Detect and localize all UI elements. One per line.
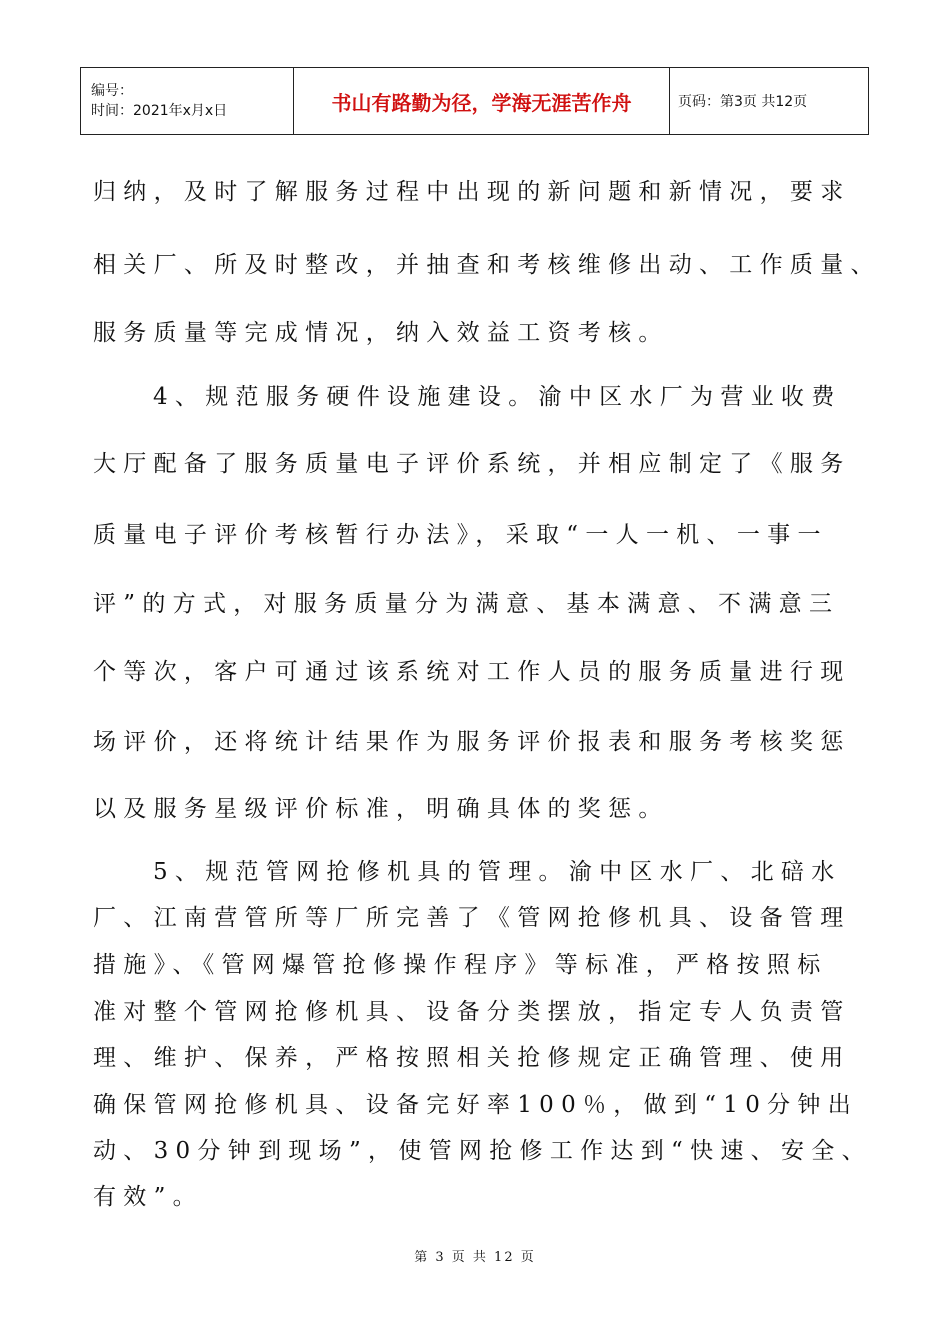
paragraph-4-heading: 4、规范服务硬件设施建设。渝中区水厂为营业收费 <box>153 384 842 410</box>
body-line: 归纳，及时了解服务过程中出现的新问题和新情况，要求 <box>93 179 851 205</box>
body-line: 场评价，还将统计结果作为服务评价报表和服务考核奖惩 <box>93 729 851 755</box>
body-line: 措施》、《管网爆管抢修操作程序》等标准，严格按照标 <box>93 952 828 978</box>
body-line: 质量电子评价考核暂行办法》，采取“一人一机、一事一 <box>93 522 828 548</box>
body-line: 以及服务星级评价标准，明确具体的奖惩。 <box>93 796 669 822</box>
body-line: 评”的方式，对服务质量分为满意、基本满意、不满意三 <box>93 591 840 617</box>
page-footer: 第 3 页 共 12 页 <box>414 1250 536 1265</box>
page-header <box>80 67 869 135</box>
body-line: 理、维护、保养，严格按照相关抢修规定正确管理、使用 <box>93 1045 851 1071</box>
body-line: 准对整个管网抢修机具、设备分类摆放，指定专人负责管 <box>93 999 851 1025</box>
document-number: 编号： <box>91 83 133 99</box>
body-line: 相关厂、所及时整改，并抽查和考核维修出动、工作质量、 <box>93 252 881 278</box>
header-meta <box>81 68 294 135</box>
body-line: 服务质量等完成情况，纳入效益工资考核。 <box>93 320 669 346</box>
document-date: 时间：2021年x月x日 <box>91 103 228 119</box>
header-motto: 书山有路勤为径，学海无涯苦作舟 <box>294 68 670 135</box>
body-line: 个等次，客户可通过该系统对工作人员的服务质量进行现 <box>93 659 851 685</box>
body-line: 有效”。 <box>93 1184 203 1210</box>
body-line: 动、30分钟到现场”，使管网抢修工作达到“快速、安全、 <box>93 1138 872 1164</box>
body-line: 确保管网抢修机具、设备完好率100％，做到“10分钟出 <box>93 1092 859 1118</box>
body-line: 大厅配备了服务质量电子评价系统，并相应制定了《服务 <box>93 451 851 477</box>
body-line: 厂、江南营管所等厂所完善了《管网抢修机具、设备管理 <box>93 905 851 931</box>
header-page-info: 页码：第3页 共12页 <box>670 68 869 135</box>
paragraph-5-heading: 5、规范管网抢修机具的管理。渝中区水厂、北碚水 <box>153 859 842 885</box>
